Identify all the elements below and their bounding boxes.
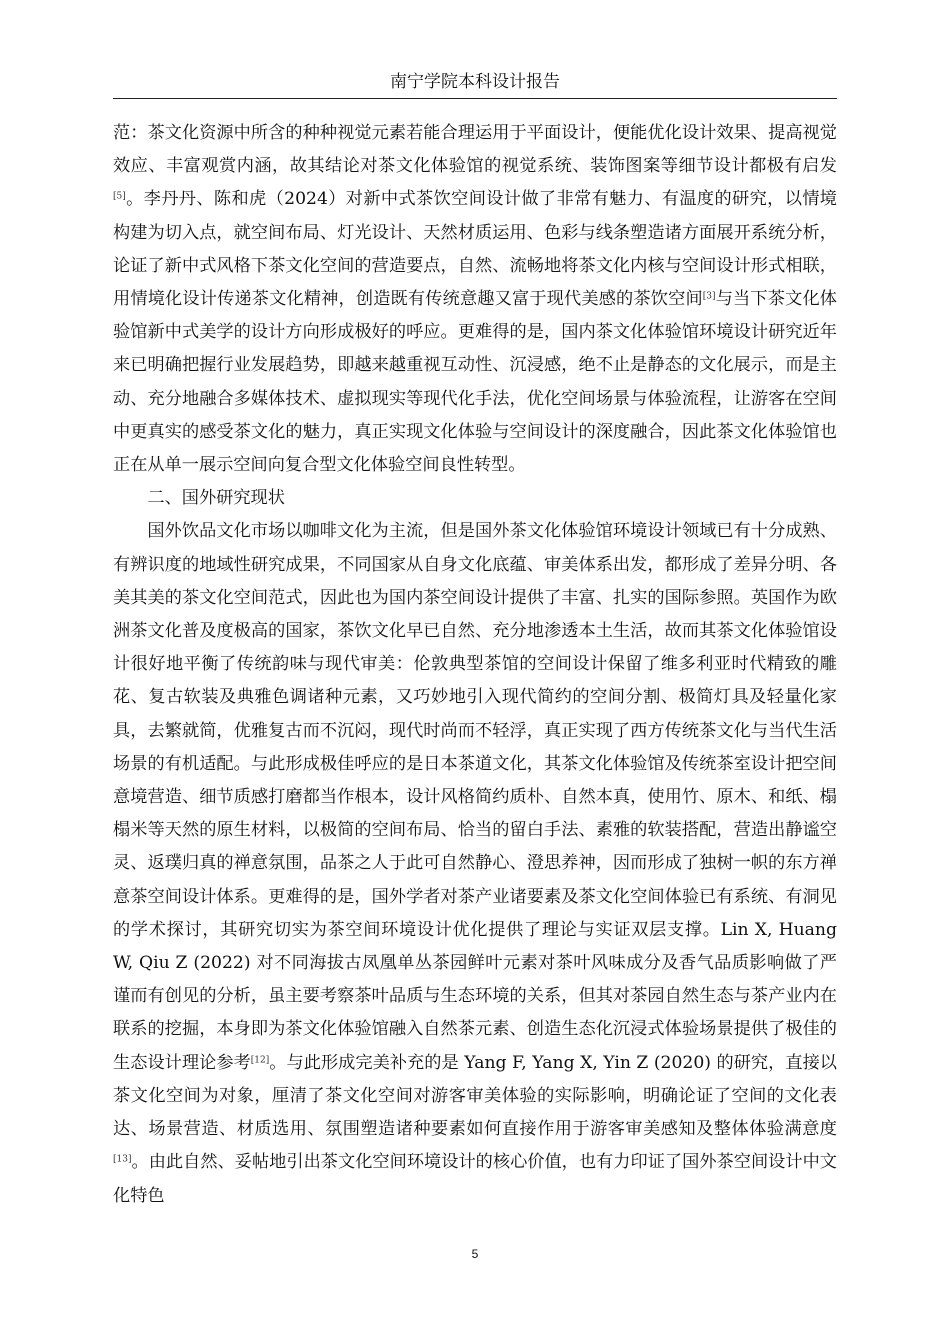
citation-ref: [12] [250, 1055, 270, 1066]
sentence-separator: 。 [269, 1052, 287, 1073]
citation-ref: [13] [113, 1154, 132, 1165]
paragraph-domestic-research [113, 117, 837, 482]
citation-ref: [5] [113, 192, 126, 203]
paragraph-foreign-research [113, 515, 837, 1212]
text-segment: 国外饮品文化市场以咖啡文化为主流，但是国外茶文化体验馆环境设计领域已有十分成熟、有辨识度的地域性研究成果，不同国家从自身文化底蕴、审美体系出发，都形成了差异分明、各美其美的茶文化空间范式，因此也为国内茶空间设计提供了丰富、扎实的国际参照。英国作为欧洲茶文化普及度极高的国家，茶饮文化早已自然、充分地渗透本土生活，故而其茶文化体验馆设计很好地平衡了传统韵味与现代审美：伦敦典型茶馆的空间设计保留了维多利亚时代精致的雕花、复古软装及典雅色调诸种元素，又巧妙地引入现代简约的空间分割、极简灯具及轻量化家具，去繁就简，优雅复古而不沉闷，现代时尚而不轻浮，真正实现了西方传统茶文化与当代生活场景的有机适配。与此形成极佳呼应的是日本茶道文化，其茶文化体验馆及传统茶室设计把空间意境营造、细节质感打磨都当作根本，设计风格简约质朴、自然本真，使用竹、原木、和纸、榻榻米等天然的原生材料，以极简的空间布局、恰当的留白手法、素雅的软装搭配，营造出静谧空灵、返璞归真的禅意氛围，品茶之人于此可自然静心、澄思养神，因而形成了独树一帜的东方禅意茶空间设计体系。更难得的是，国外学者对茶产业诸要素及茶文化空间体验已有系统、有洞见的学术探讨，其研究切实为茶空间环境设计优化提供了理论与实证双层支撑。Lin X, Huang W, Qiu Z (2022) 对不同海拔古凤凰单丛茶园鲜叶元素对茶叶风味成分及香气品质影响做了严谨而有创见的分析，虽主要考察茶叶品质与生态环境的关系，但其对茶园自然生态与茶产业内在联系的挖掘，本身即为茶文化体验馆融入自然茶元素、创造生态化沉浸式体验场景提供了极佳的生态设计理论参考 [113, 521, 837, 1073]
text-segment: 与此形成完美补充的是 Yang F, Yang X, Yin Z (2020) 的研究，直接以茶文化空间为对象，厘清了茶文化空间对游客审美体验的实际影响，明确论证了空间的文化表达、场景营造、材质选用、氛围塑造诸种要素如何直接作用于游客审美感知及整体体验满意度 [113, 1052, 837, 1140]
citation-ref: [3] [702, 291, 716, 302]
section-heading: 二、国外研究现状 [147, 488, 285, 509]
body-text [113, 117, 837, 1213]
running-header: 南宁学院本科设计报告 [390, 72, 560, 92]
text-segment: 范：茶文化资源中所含的种种视觉元素若能合理运用于平面设计，便能优化设计效果、提高视觉效应、丰富观赏内涵，故其结论对茶文化体验馆的视觉系统、装饰图案等细节设计都极有启发 [113, 123, 837, 177]
text-segment: 李丹丹、陈和虎（2024）对新中式茶饮空间设计做了非常有魅力、有温度的研究，以情境构建为切入点，就空间布局、灯光设计、天然材质运用、色彩与线条塑造诸方面展开系统分析，论证了新中式风格下茶文化空间的营造要点，自然、流畅地将茶文化内核与空间设计形式相联，用情境化设计传递茶文化精神，创造既有传统意趣又富于现代美感的茶饮空间 [113, 189, 837, 310]
text-segment: 与当下茶文化体验馆新中式美学的设计方向形成极好的呼应。更难得的是，国内茶文化体验馆环境设计研究近年来已明确把握行业发展趋势，即越来越重视互动性、沉浸感，绝不止是静态的文化展示，而是主动、充分地融合多媒体技术、虚拟现实等现代化手法，优化空间场景与体验流程，让游客在空间中更真实的感受茶文化的魅力，真正实现文化体验与空间设计的深度融合，因此茶文化体验馆也正在从单一展示空间向复合型文化体验空间良性转型。 [113, 289, 837, 476]
sentence-separator: 。 [125, 189, 144, 210]
header-divider [113, 98, 837, 99]
page-number: 5 [471, 1247, 479, 1261]
sentence-separator: 。 [131, 1152, 149, 1173]
text-segment: 由此自然、妥帖地引出茶文化空间环境设计的核心价值，也有力印证了国外茶空间设计中文化特色 [113, 1152, 837, 1206]
